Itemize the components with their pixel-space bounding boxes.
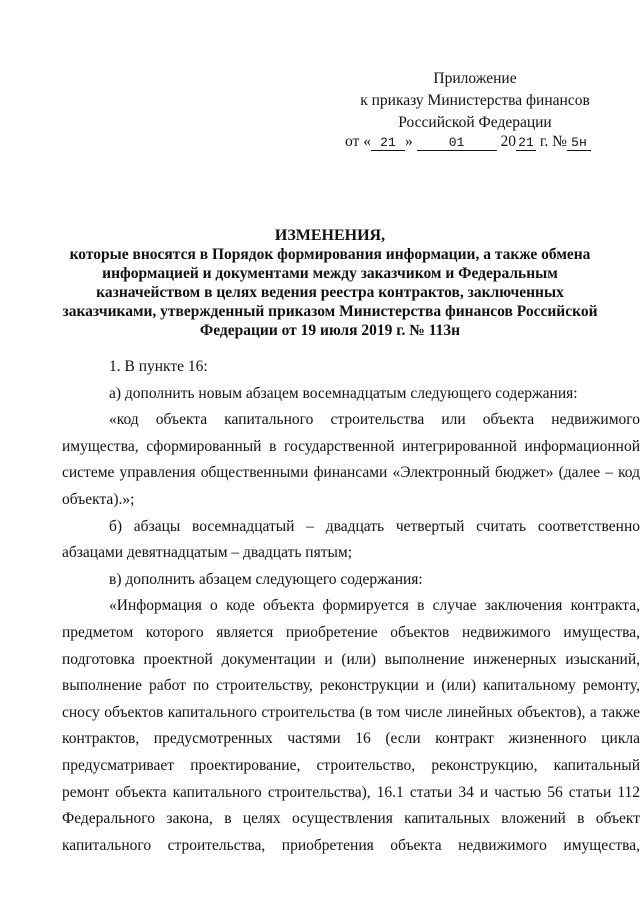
document-title xyxy=(40,226,620,340)
paragraph-sub-c: в) дополнить абзацем следующего содержания: xyxy=(109,570,423,588)
date-mid: » xyxy=(404,133,413,150)
appendix-ministry: Российской Федерации xyxy=(398,114,552,131)
paragraph-sub-b: б) абзацы восемнадцатый – двадцать четвертый считать соответственно абзацами девятнадцатым – двадцать пятым; xyxy=(62,517,640,562)
appendix-order-ref: к приказу Министерства финансов xyxy=(360,92,590,109)
year-word: г. № xyxy=(539,133,567,150)
title-line: Федерации от 19 июля 2019 г. № 113н xyxy=(199,322,461,339)
paragraph-item-1: 1. В пункте 16: xyxy=(109,358,208,375)
date-day: 21 xyxy=(371,136,405,151)
paragraph-quote-code: «код объекта капитального строительства или объекта недвижимого имущества, сформированный в государственной интегрированной информационной системе управления общественными финансами «Электронный бюджет» (далее – код объекта).»; xyxy=(62,411,640,508)
document-body xyxy=(62,354,640,859)
order-number: 5н xyxy=(567,136,591,151)
appendix-label: Приложение xyxy=(433,70,517,87)
title-line: казначейством в целях ведения реестра контрактов, заключенных xyxy=(96,284,564,301)
date-month: 01 xyxy=(417,136,497,151)
date-prefix: от « xyxy=(345,133,371,150)
title-heading: ИЗМЕНЕНИЯ, xyxy=(274,227,386,244)
appendix-header xyxy=(330,68,620,134)
title-line: заказчиками, утвержденный приказом Министерства финансов Российской xyxy=(62,303,598,320)
paragraph-sub-a: а) дополнить новым абзацем восемнадцатым следующего содержания: xyxy=(109,384,578,402)
title-line: информацией и документами между заказчиком и Федеральным xyxy=(102,265,558,282)
title-line: которые вносятся в Порядок формирования информации, а также обмена xyxy=(69,246,591,263)
order-date-line xyxy=(345,133,591,151)
date-year: 21 xyxy=(516,136,536,151)
paragraph-quote-info: «Информация о коде объекта формируется в случае заключения контракта, предметом которого является приобретение объектов недвижимого имущества, подготовка проектной документации и (или) выполнение инженерных изысканий, выполнение работ по строительству, реконструкции и (или) капитальному ремонту, сносу объектов капитального строительства (в том числе линейных объектов), а также контрактов, предусмотренных частями 16 (если контракт жизненного цикла предусматривает проектирование, строительство, реконструкцию, капитальный ремонт объекта капитального строительства), 16.1 статьи 34 и частью 56 статьи 112 Федерального закона, в целях осуществления капитальных вложений в объект капитального строительства, приобретения объекта недвижимого имущества, xyxy=(62,597,640,854)
year-prefix: 20 xyxy=(500,133,516,150)
